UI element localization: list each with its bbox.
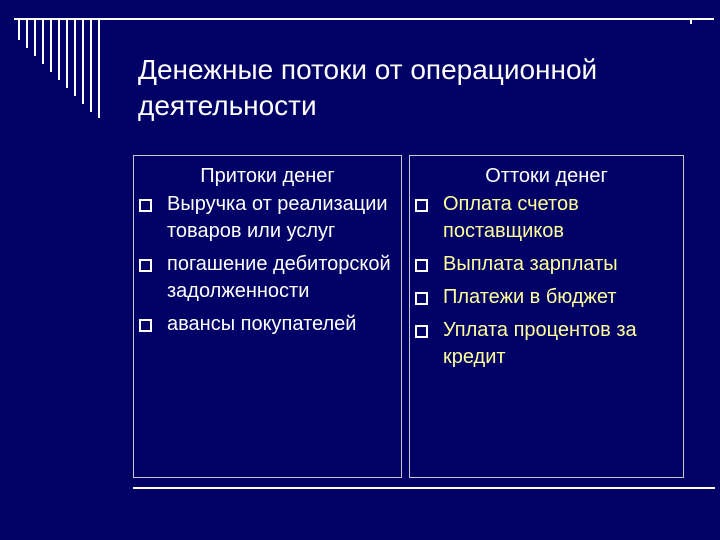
list-item-text: Выплата зарплаты xyxy=(443,253,618,275)
list-item-text: Платежи в бюджет xyxy=(443,286,617,308)
square-bullet-icon xyxy=(139,199,152,212)
deco-bar xyxy=(26,18,28,48)
slide-title: Денежные потоки от операционной деятельности xyxy=(138,54,598,121)
list-item-text: Оплата счетов поставщиков xyxy=(443,193,579,242)
list-item xyxy=(410,191,683,245)
square-bullet-icon xyxy=(415,199,428,212)
list-item-text: Выручка от реализации товаров или услуг xyxy=(167,193,388,242)
top-rule xyxy=(14,18,714,20)
deco-bar-right xyxy=(690,18,692,24)
outflows-list xyxy=(410,191,683,371)
list-item xyxy=(410,251,683,278)
list-item xyxy=(410,284,683,311)
outflows-heading: Оттоки денег xyxy=(485,165,608,187)
deco-bar xyxy=(74,18,76,96)
inflows-heading: Притоки денег xyxy=(200,165,335,187)
square-bullet-icon xyxy=(415,292,428,305)
deco-bar xyxy=(66,18,68,88)
list-item-text: Уплата процентов за кредит xyxy=(443,319,637,368)
inflows-box xyxy=(133,155,402,478)
list-item xyxy=(410,317,683,371)
square-bullet-icon xyxy=(415,259,428,272)
deco-bar xyxy=(18,18,20,40)
outflows-box xyxy=(409,155,684,478)
square-bullet-icon xyxy=(139,259,152,272)
deco-bar xyxy=(58,18,60,80)
list-item xyxy=(134,311,401,338)
deco-bar xyxy=(90,18,92,112)
deco-bar xyxy=(50,18,52,72)
deco-bar xyxy=(82,18,84,104)
list-item xyxy=(134,191,401,245)
deco-bar xyxy=(34,18,36,56)
square-bullet-icon xyxy=(139,319,152,332)
deco-bar xyxy=(98,18,100,118)
list-item-text: погашение дебиторской задолженности xyxy=(167,253,391,302)
list-item-text: авансы покупателей xyxy=(167,313,357,335)
list-item xyxy=(134,251,401,305)
square-bullet-icon xyxy=(415,325,428,338)
deco-bar xyxy=(42,18,44,64)
bottom-rule xyxy=(133,487,715,489)
inflows-list xyxy=(134,191,401,338)
